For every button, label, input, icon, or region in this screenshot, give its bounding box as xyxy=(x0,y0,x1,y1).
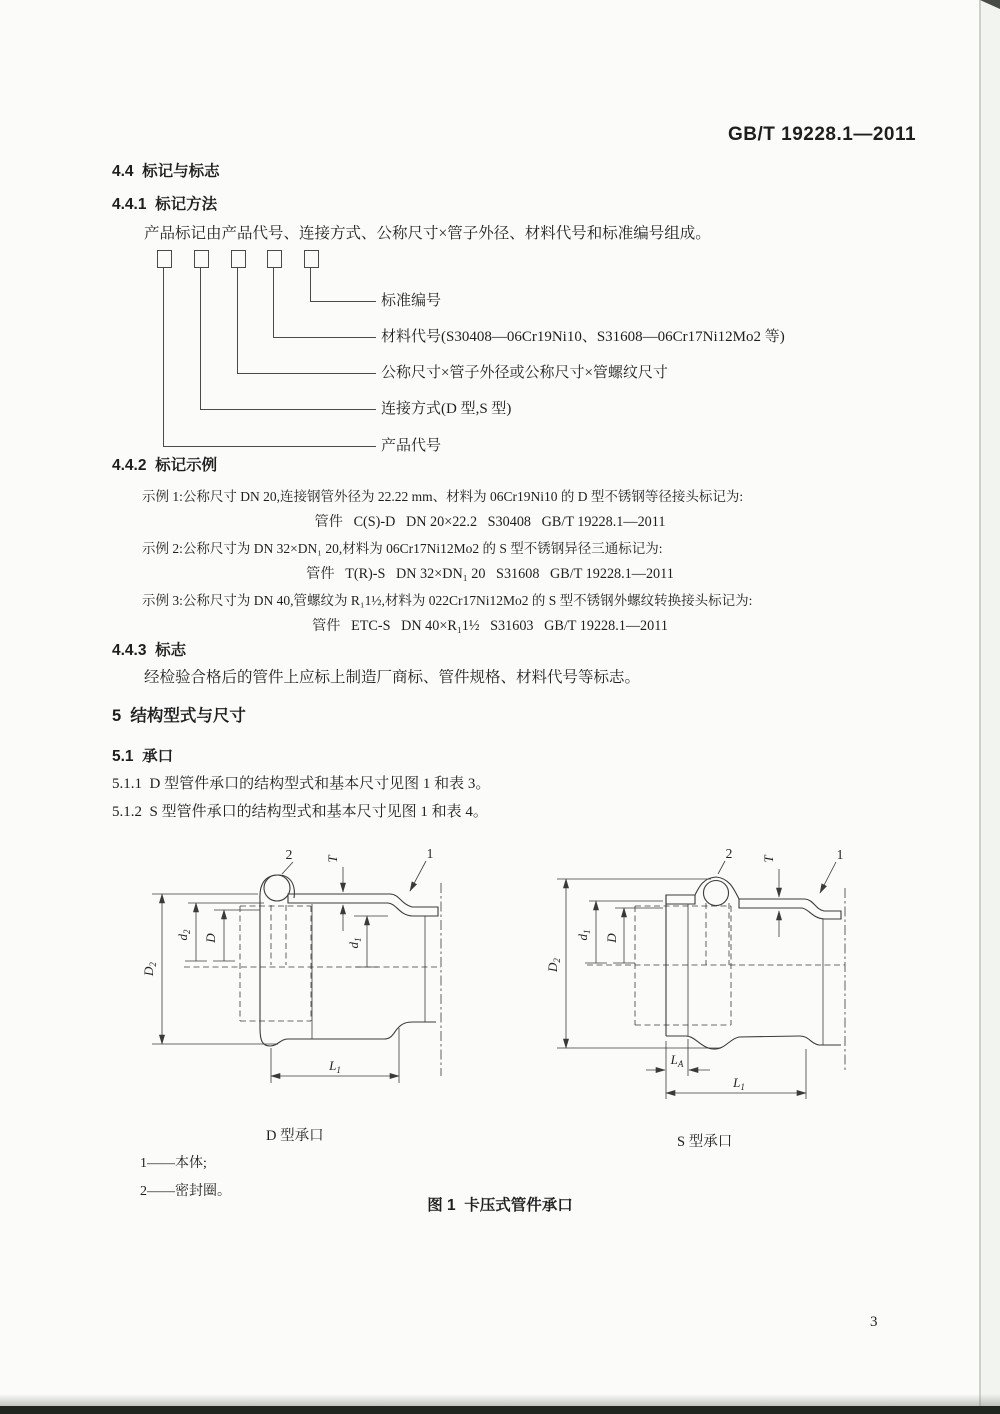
paragraph-marks: 经检验合格后的管件上应标上制造厂商标、管件规格、材料代号等标志。 xyxy=(144,669,641,686)
dim-label-d2: $d_2$ xyxy=(175,929,192,941)
callout-seal-number: 2 xyxy=(285,847,293,862)
standard-number-header: GB/T 19228.1—2011 xyxy=(728,124,917,145)
paper-edge xyxy=(979,0,981,1414)
callout-seal-number: 2 xyxy=(725,846,733,861)
s-type-socket-drawing xyxy=(543,843,883,1115)
seal-ring-section xyxy=(704,881,729,906)
caption-s-type: S 型承口 xyxy=(677,1134,733,1150)
marking-box-1 xyxy=(157,250,172,268)
callout-body-number: 1 xyxy=(426,846,434,861)
heading-5-1: 5.1 承口 xyxy=(112,748,174,765)
dim-label-d1: $d_1$ xyxy=(575,929,592,941)
dim-label-L1: $L_1$ xyxy=(329,1058,341,1075)
seal-ring-section xyxy=(264,875,290,901)
clause-5-1-2: 5.1.2 S 型管件承口的结构型式和基本尺寸见图 1 和表 4。 xyxy=(112,804,488,820)
legend-item-body: 1——本体; xyxy=(140,1156,207,1171)
heading-4-4-1: 4.4.1 标记方法 xyxy=(112,196,218,213)
example-2-desc: 示例 2:公称尺寸为 DN 32×DN₁ 20,材料为 06Cr17Ni12Mo2 的 S 型不锈钢异径三通标记为: xyxy=(142,541,663,556)
dim-label-D: D xyxy=(604,933,619,943)
scan-corner-shadow xyxy=(980,0,1000,9)
paragraph-marking-method: 产品标记由产品代号、连接方式、公称尺寸×管子外径、材料代号和标准编号组成。 xyxy=(144,225,711,242)
callout-body-leader xyxy=(410,861,426,891)
heading-4-4: 4.4 标记与标志 xyxy=(112,163,220,180)
marking-box-5 xyxy=(304,250,319,268)
figure-title: 图 1 卡压式管件承口 xyxy=(427,1197,573,1214)
scan-margin xyxy=(981,0,1000,1414)
marking-connector xyxy=(163,268,376,447)
heading-4-4-3: 4.4.3 标志 xyxy=(112,642,187,659)
example-2-mark: 管件 T(R)-S DN 32×DN₁ 20 S31608 GB/T 19228.1—2011 xyxy=(306,566,674,582)
page-number: 3 xyxy=(870,1314,878,1330)
body-outline xyxy=(666,895,841,1049)
pipe-wall-section xyxy=(739,899,841,919)
scan-bottom-edge xyxy=(0,1406,1000,1414)
scan-bottom-shadow xyxy=(0,1394,1000,1406)
example-1-desc: 示例 1:公称尺寸 DN 20,连接钢管外径为 22.22 mm、材料为 06Cr19Ni10 的 D 型不锈钢等径接头标记为: xyxy=(142,489,744,504)
heading-4-4-2: 4.4.2 标记示例 xyxy=(112,457,218,474)
legend-item-seal: 2——密封圈。 xyxy=(140,1184,231,1199)
callout-body-number: 1 xyxy=(836,847,844,862)
dim-label-D: D xyxy=(203,933,218,943)
dim-label-T: T xyxy=(761,855,776,863)
caption-d-type: D 型承口 xyxy=(266,1128,324,1144)
marking-label-product-code: 产品代号 xyxy=(381,438,442,454)
dim-label-L1: $L_1$ xyxy=(733,1075,745,1092)
callout-seal-leader xyxy=(282,862,293,874)
marking-label-connection-type: 连接方式(D 型,S 型) xyxy=(381,401,512,417)
marking-label-material-code: 材料代号(S30408—06Cr19Ni10、S31608—06Cr17Ni12Mo2 等) xyxy=(381,329,785,345)
heading-5: 5 结构型式与尺寸 xyxy=(112,707,246,725)
marking-box-4 xyxy=(267,250,282,268)
marking-box-2 xyxy=(194,250,209,268)
example-3-mark: 管件 ETC-S DN 40×R₁1½ S31603 GB/T 19228.1—2011 xyxy=(312,618,668,634)
callout-body-leader xyxy=(820,862,836,893)
seal-bead-outline xyxy=(260,875,294,900)
example-3-desc: 示例 3:公称尺寸为 DN 40,管螺纹为 R₁1½,材料为 022Cr17Ni12Mo2 的 S 型不锈钢外螺纹转换接头标记为: xyxy=(142,593,753,608)
clause-5-1-1: 5.1.1 D 型管件承口的结构型式和基本尺寸见图 1 和表 3。 xyxy=(112,776,491,792)
callout-seal-leader xyxy=(718,861,725,874)
d-type-socket-drawing xyxy=(138,843,468,1115)
marking-label-nominal-size: 公称尺寸×管子外径或公称尺寸×管螺纹尺寸 xyxy=(381,365,668,381)
marking-box-3 xyxy=(231,250,246,268)
dim-label-D2: $D_2$ xyxy=(141,962,158,976)
example-1-mark: 管件 C(S)-D DN 20×22.2 S30408 GB/T 19228.1—2011 xyxy=(314,514,666,530)
dim-label-LA: $L_A$ xyxy=(670,1052,684,1069)
dim-label-d1: $d_1$ xyxy=(346,937,363,949)
dim-label-D2: $D_2$ xyxy=(545,958,562,972)
marking-label-standard-number: 标准编号 xyxy=(381,293,442,309)
pipe-wall-section xyxy=(288,894,438,916)
dim-label-T: T xyxy=(325,855,340,863)
pipe-wall-section xyxy=(666,895,695,904)
body-outline xyxy=(260,900,436,1046)
